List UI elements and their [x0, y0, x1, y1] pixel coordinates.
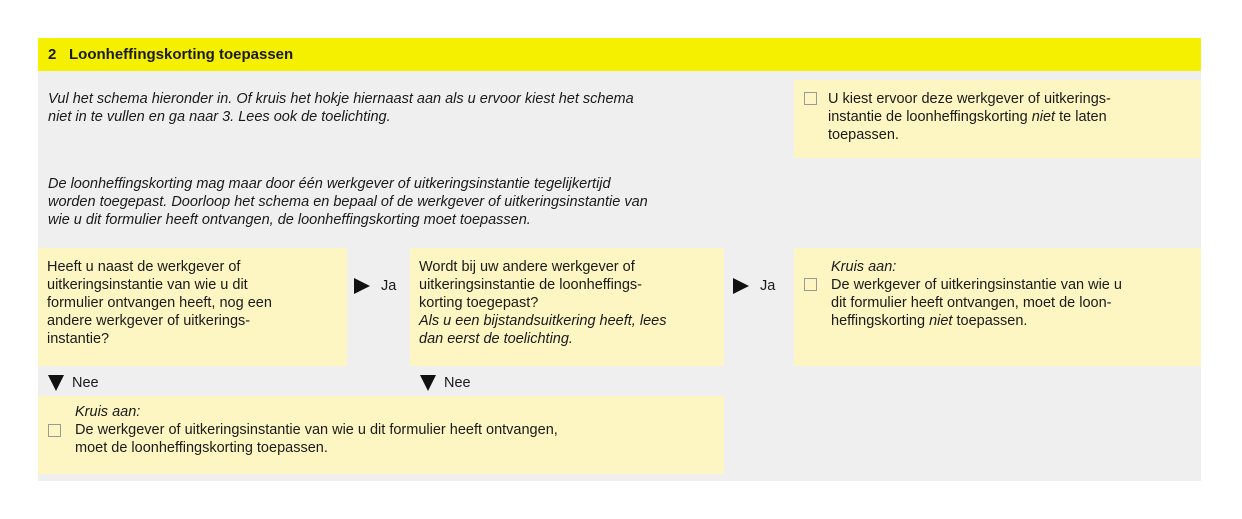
section-header	[38, 38, 1201, 71]
arrow-right-icon	[733, 278, 749, 294]
arrow-down-icon	[420, 375, 436, 391]
result-not-apply-checkbox[interactable]	[804, 278, 817, 291]
section-number: 2	[48, 46, 57, 63]
yes-label-1: Ja	[381, 278, 397, 294]
no-label-1: Nee	[72, 375, 99, 391]
arrow-down-icon	[48, 375, 64, 391]
optout-text: U kiest ervoor deze werkgever of uitkerings- instantie de loonheffingskorting niet te laten toepassen.	[828, 91, 1111, 143]
intro-text: Vul het schema hieronder in. Of kruis het hokje hiernaast aan als u ervoor kiest het schema niet in te vullen en ga naar 3. Lees ook de toelichting.	[48, 91, 634, 125]
result-not-apply-text: De werkgever of uitkeringsinstantie van wie u dit formulier heeft ontvangen, moet de loon- heffingskorting niet toepassen.	[831, 277, 1122, 329]
section-title: Loonheffingskorting toepassen	[69, 46, 294, 63]
no-label-2: Nee	[444, 375, 471, 391]
result-not-apply-heading: Kruis aan:	[831, 259, 897, 275]
question2-text: Wordt bij uw andere werkgever of uitkeringsinstantie de loonheffings- korting toegepast? Als u een bijstandsuitkering heeft, lees dan eerst de toelichting.	[419, 259, 667, 347]
instruction-text: De loonheffingskorting mag maar door één werkgever of uitkeringsinstantie tegelijkertijd worden toegepast. Doorloop het schema en bepaal of de werkgever of uitkeringsinstantie van wie u dit formulier heeft ontvangen, de loonheffingskorting moet toepassen.	[48, 176, 648, 228]
yes-label-2: Ja	[760, 278, 776, 294]
result-apply-text: De werkgever of uitkeringsinstantie van wie u dit formulier heeft ontvangen, moet de loonheffingskorting toepassen.	[75, 422, 558, 456]
question1-text: Heeft u naast de werkgever of uitkeringsinstantie van wie u dit formulier ontvangen heeft, nog een andere werkgever of uitkerings- instantie?	[47, 259, 272, 347]
optout-checkbox[interactable]	[804, 92, 817, 105]
arrow-right-icon	[354, 278, 370, 294]
result-apply-checkbox[interactable]	[48, 424, 61, 437]
result-apply-heading: Kruis aan:	[75, 404, 141, 420]
